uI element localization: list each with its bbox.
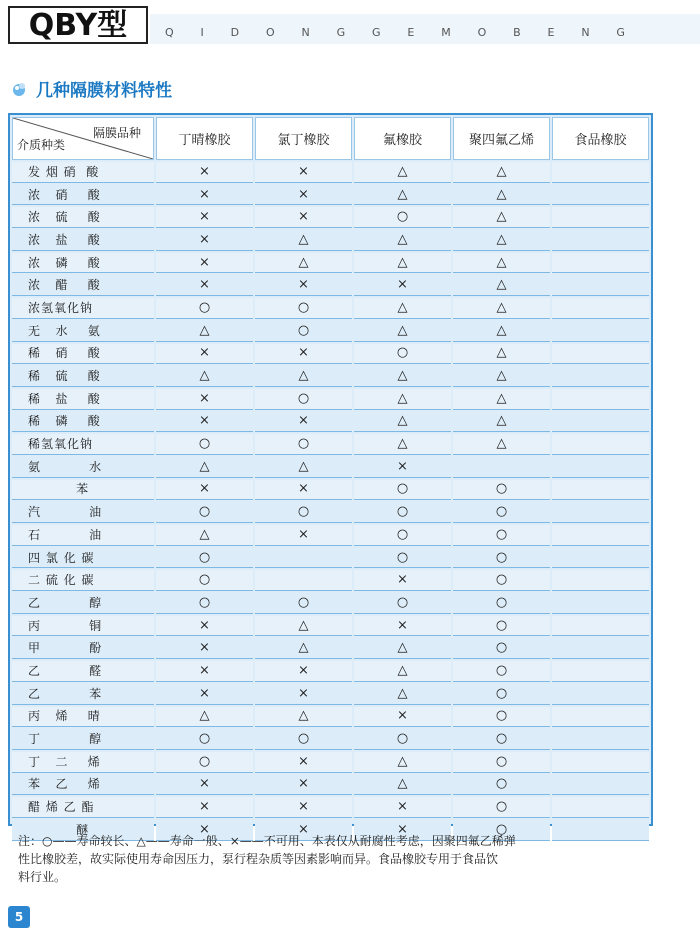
table-row	[12, 593, 649, 614]
rating-cell	[552, 480, 649, 501]
rating-cell: ○	[156, 502, 253, 523]
rating-cell	[552, 638, 649, 659]
pinyin-letter: Q	[165, 26, 174, 39]
rating-cell: ○	[453, 616, 550, 637]
corner-bottom-label: 介质种类	[17, 138, 66, 152]
rating-cell: ○	[156, 570, 253, 591]
rating-cell	[552, 434, 649, 455]
section-title-text: 几种隔膜材料特性	[36, 81, 172, 101]
rating-cell: △	[354, 230, 451, 251]
rating-cell: △	[255, 616, 352, 637]
rating-cell: ×	[156, 797, 253, 818]
rating-cell: ○	[354, 593, 451, 614]
table-row	[12, 661, 649, 682]
rating-cell: △	[453, 185, 550, 206]
rating-cell	[552, 389, 649, 410]
rating-cell	[552, 775, 649, 796]
rating-cell: ○	[255, 729, 352, 750]
rating-cell: ×	[255, 661, 352, 682]
rating-cell: ○	[156, 434, 253, 455]
rating-cell: △	[156, 457, 253, 478]
rating-cell: ○	[255, 321, 352, 342]
medium-cell: 稀氢氧化钠	[12, 434, 154, 455]
rating-cell: ○	[354, 480, 451, 501]
rating-cell	[552, 298, 649, 319]
rating-cell	[255, 548, 352, 569]
table-row	[12, 707, 649, 728]
rating-cell: ×	[156, 684, 253, 705]
table-row	[12, 389, 649, 410]
rating-cell: △	[354, 684, 451, 705]
rating-cell: ×	[354, 570, 451, 591]
rating-cell: ×	[156, 775, 253, 796]
rating-cell: ×	[156, 820, 253, 841]
rating-cell	[453, 457, 550, 478]
table-row	[12, 344, 649, 365]
footnote-line: 注：○——寿命较长、△——寿命一般、×——不可用、本表仅从耐腐性考虑，因聚四氟乙稀弹	[18, 834, 516, 848]
rating-cell	[552, 570, 649, 591]
rating-cell: △	[255, 253, 352, 274]
rating-cell: △	[354, 366, 451, 387]
medium-cell: 四 氯 化 碳	[12, 548, 154, 569]
rating-cell: △	[354, 752, 451, 773]
table-row	[12, 298, 649, 319]
rating-cell: ○	[354, 729, 451, 750]
rating-cell: ×	[354, 797, 451, 818]
table-row	[12, 253, 649, 274]
medium-cell: 醚	[12, 820, 154, 841]
rating-cell: △	[156, 321, 253, 342]
table-row	[12, 548, 649, 569]
footnote	[18, 832, 658, 886]
pinyin-letter: E	[407, 26, 415, 39]
rating-cell	[552, 412, 649, 433]
rating-cell: ×	[156, 389, 253, 410]
rating-cell: △	[156, 366, 253, 387]
rating-cell: ○	[453, 502, 550, 523]
table-row	[12, 729, 649, 750]
rating-cell: ○	[453, 775, 550, 796]
rating-cell	[552, 593, 649, 614]
rating-cell: ×	[255, 684, 352, 705]
pinyin-letter: E	[547, 26, 555, 39]
pinyin-letter: N	[581, 26, 590, 39]
rating-cell	[552, 344, 649, 365]
rating-cell	[552, 548, 649, 569]
pinyin-letter: D	[230, 26, 240, 39]
rating-cell: ○	[354, 525, 451, 546]
rating-cell: ×	[255, 525, 352, 546]
rating-cell: ×	[354, 820, 451, 841]
rating-cell: ○	[453, 752, 550, 773]
rating-cell: ×	[255, 207, 352, 228]
rating-cell: ×	[354, 616, 451, 637]
pinyin-letter: M	[441, 26, 451, 39]
rating-cell: ×	[156, 230, 253, 251]
medium-cell: 稀 硫 酸	[12, 366, 154, 387]
rating-cell: ○	[453, 638, 550, 659]
rating-cell: ×	[156, 661, 253, 682]
rating-cell: ○	[453, 661, 550, 682]
rating-cell: ×	[156, 412, 253, 433]
medium-cell: 丁 二 烯	[12, 752, 154, 773]
table-row	[12, 366, 649, 387]
rating-cell: △	[156, 525, 253, 546]
rating-cell	[552, 752, 649, 773]
rating-cell: ×	[156, 480, 253, 501]
rating-cell: ○	[453, 525, 550, 546]
table-row	[12, 616, 649, 637]
rating-cell: ×	[255, 275, 352, 296]
table-row	[12, 321, 649, 342]
column-header: 聚四氟乙烯	[453, 117, 550, 160]
rating-cell: ×	[255, 480, 352, 501]
table-row	[12, 230, 649, 251]
medium-cell: 石 油	[12, 525, 154, 546]
rating-cell: ○	[156, 752, 253, 773]
rating-cell	[552, 661, 649, 682]
rating-cell: ○	[453, 593, 550, 614]
rating-cell: △	[354, 185, 451, 206]
table-row	[12, 207, 649, 228]
rating-cell	[552, 525, 649, 546]
rating-cell	[255, 570, 352, 591]
rating-cell: △	[354, 321, 451, 342]
rating-cell: ×	[156, 253, 253, 274]
rating-cell: △	[453, 298, 550, 319]
table-row	[12, 434, 649, 455]
rating-cell: ○	[354, 344, 451, 365]
rating-cell	[552, 207, 649, 228]
rating-cell: ○	[453, 684, 550, 705]
rating-cell: ○	[453, 570, 550, 591]
medium-cell: 苯 乙 烯	[12, 775, 154, 796]
rating-cell: △	[354, 389, 451, 410]
rating-cell: ○	[156, 548, 253, 569]
medium-cell: 丁 醇	[12, 729, 154, 750]
rating-cell	[552, 185, 649, 206]
rating-cell: ○	[255, 502, 352, 523]
membrane-table	[8, 113, 653, 837]
rating-cell: △	[453, 434, 550, 455]
rating-cell: ×	[255, 185, 352, 206]
brand-logo: QBY型	[8, 6, 148, 44]
medium-cell: 浓氢氧化钠	[12, 298, 154, 319]
table-row	[12, 162, 649, 183]
rating-cell: ×	[156, 344, 253, 365]
rating-cell: ×	[255, 344, 352, 365]
medium-cell: 浓 硫 酸	[12, 207, 154, 228]
rating-cell	[552, 230, 649, 251]
rating-cell	[552, 366, 649, 387]
rating-cell: ○	[354, 548, 451, 569]
footnote-line: 料行业。	[18, 870, 67, 884]
medium-cell: 乙 苯	[12, 684, 154, 705]
medium-cell: 醋 烯 乙 酯	[12, 797, 154, 818]
rating-cell	[552, 162, 649, 183]
rating-cell: ○	[453, 797, 550, 818]
rating-cell: ×	[354, 457, 451, 478]
rating-cell	[552, 321, 649, 342]
rating-cell: ○	[156, 593, 253, 614]
rating-cell: ○	[354, 502, 451, 523]
table-row	[12, 457, 649, 478]
rating-cell: ×	[156, 616, 253, 637]
medium-cell: 稀 磷 酸	[12, 412, 154, 433]
rating-cell	[552, 797, 649, 818]
rating-cell	[552, 457, 649, 478]
medium-cell: 氨 水	[12, 457, 154, 478]
rating-cell: △	[354, 162, 451, 183]
table-row	[12, 797, 649, 818]
rating-cell: △	[354, 638, 451, 659]
rating-cell	[552, 729, 649, 750]
rating-cell: △	[255, 366, 352, 387]
rating-cell	[552, 502, 649, 523]
medium-cell: 稀 盐 酸	[12, 389, 154, 410]
rating-cell: ×	[255, 775, 352, 796]
medium-cell: 发 烟 硝 酸	[12, 162, 154, 183]
rating-cell: △	[255, 457, 352, 478]
footnote-line: 性比橡胶差，故实际使用寿命因压力，泵行程杂质等因素影响而异。食品橡胶专用于食品饮	[18, 852, 499, 866]
corner-cell	[12, 117, 154, 160]
rating-cell: ○	[156, 729, 253, 750]
rating-cell: △	[354, 775, 451, 796]
medium-cell: 乙 醇	[12, 593, 154, 614]
rating-cell: ×	[255, 752, 352, 773]
rating-cell: ○	[453, 548, 550, 569]
column-header: 氟橡胶	[354, 117, 451, 160]
rating-cell	[552, 253, 649, 274]
table-row	[12, 185, 649, 206]
rating-cell: ○	[156, 298, 253, 319]
rating-cell: ○	[453, 480, 550, 501]
medium-cell: 丙 铜	[12, 616, 154, 637]
rating-cell: △	[453, 207, 550, 228]
pinyin-letter: B	[513, 26, 521, 39]
page-number-tag: 5	[8, 906, 30, 928]
column-header: 丁晴橡胶	[156, 117, 253, 160]
table-row	[12, 638, 649, 659]
rating-cell: ○	[255, 593, 352, 614]
rating-cell: △	[354, 434, 451, 455]
rating-cell: △	[354, 253, 451, 274]
rating-cell: ○	[453, 729, 550, 750]
rating-cell: ×	[156, 275, 253, 296]
rating-cell: △	[453, 321, 550, 342]
pinyin-header	[165, 26, 625, 39]
rating-cell: ×	[255, 797, 352, 818]
pinyin-letter: G	[616, 26, 625, 39]
rating-cell: ○	[255, 389, 352, 410]
table-row	[12, 775, 649, 796]
rating-cell	[552, 616, 649, 637]
rating-cell: ×	[255, 820, 352, 841]
rating-cell: △	[453, 275, 550, 296]
pinyin-letter: O	[265, 26, 275, 39]
rating-cell: △	[453, 344, 550, 365]
column-header: 食品橡胶	[552, 117, 649, 160]
table-row	[12, 480, 649, 501]
pinyin-letter: G	[372, 26, 381, 39]
rating-cell: ○	[453, 707, 550, 728]
table-row	[12, 275, 649, 296]
medium-cell: 甲 酚	[12, 638, 154, 659]
table-header-row	[12, 117, 649, 160]
rating-cell: ×	[156, 638, 253, 659]
table-row	[12, 752, 649, 773]
column-header: 氯丁橡胶	[255, 117, 352, 160]
rating-cell: △	[453, 162, 550, 183]
pinyin-letter: O	[477, 26, 487, 39]
rating-cell: ×	[354, 275, 451, 296]
rating-cell: △	[453, 230, 550, 251]
rating-cell: △	[156, 707, 253, 728]
rating-cell: ×	[156, 207, 253, 228]
rating-cell: ×	[354, 707, 451, 728]
rating-cell: ○	[255, 298, 352, 319]
rating-cell: △	[354, 412, 451, 433]
rating-cell: △	[453, 389, 550, 410]
rating-cell: ×	[255, 162, 352, 183]
rating-cell: △	[255, 230, 352, 251]
medium-cell: 稀 硝 酸	[12, 344, 154, 365]
rating-cell: △	[453, 412, 550, 433]
rating-cell: ×	[255, 412, 352, 433]
rating-cell: △	[354, 298, 451, 319]
table-row	[12, 570, 649, 591]
medium-cell: 无 水 氨	[12, 321, 154, 342]
medium-cell: 二 硫 化 碳	[12, 570, 154, 591]
table-row	[12, 412, 649, 433]
medium-cell: 浓 硝 酸	[12, 185, 154, 206]
rating-cell: ○	[354, 207, 451, 228]
rating-cell: ○	[453, 820, 550, 841]
medium-cell: 浓 盐 酸	[12, 230, 154, 251]
rating-cell: △	[255, 638, 352, 659]
rating-cell: ×	[156, 185, 253, 206]
medium-cell: 苯	[12, 480, 154, 501]
medium-cell: 汽 油	[12, 502, 154, 523]
table-row	[12, 525, 649, 546]
pinyin-letter: G	[336, 26, 346, 39]
medium-cell: 浓 醋 酸	[12, 275, 154, 296]
medium-cell: 乙 醛	[12, 661, 154, 682]
corner-top-label: 隔膜品种	[92, 126, 141, 140]
pinyin-letter: N	[301, 26, 310, 39]
medium-cell: 浓 磷 酸	[12, 253, 154, 274]
rating-cell	[552, 684, 649, 705]
rating-cell: ×	[156, 162, 253, 183]
rating-cell: △	[453, 366, 550, 387]
rating-cell: △	[354, 661, 451, 682]
rating-cell	[552, 707, 649, 728]
rating-cell: △	[255, 707, 352, 728]
pinyin-letter: I	[200, 26, 204, 39]
medium-cell: 丙 烯 晴	[12, 707, 154, 728]
rating-cell	[552, 275, 649, 296]
rating-cell: ○	[255, 434, 352, 455]
rating-cell: △	[453, 253, 550, 274]
table-row	[12, 502, 649, 523]
droplet-icon	[10, 80, 28, 98]
section-title	[10, 76, 172, 101]
table-row	[12, 684, 649, 705]
